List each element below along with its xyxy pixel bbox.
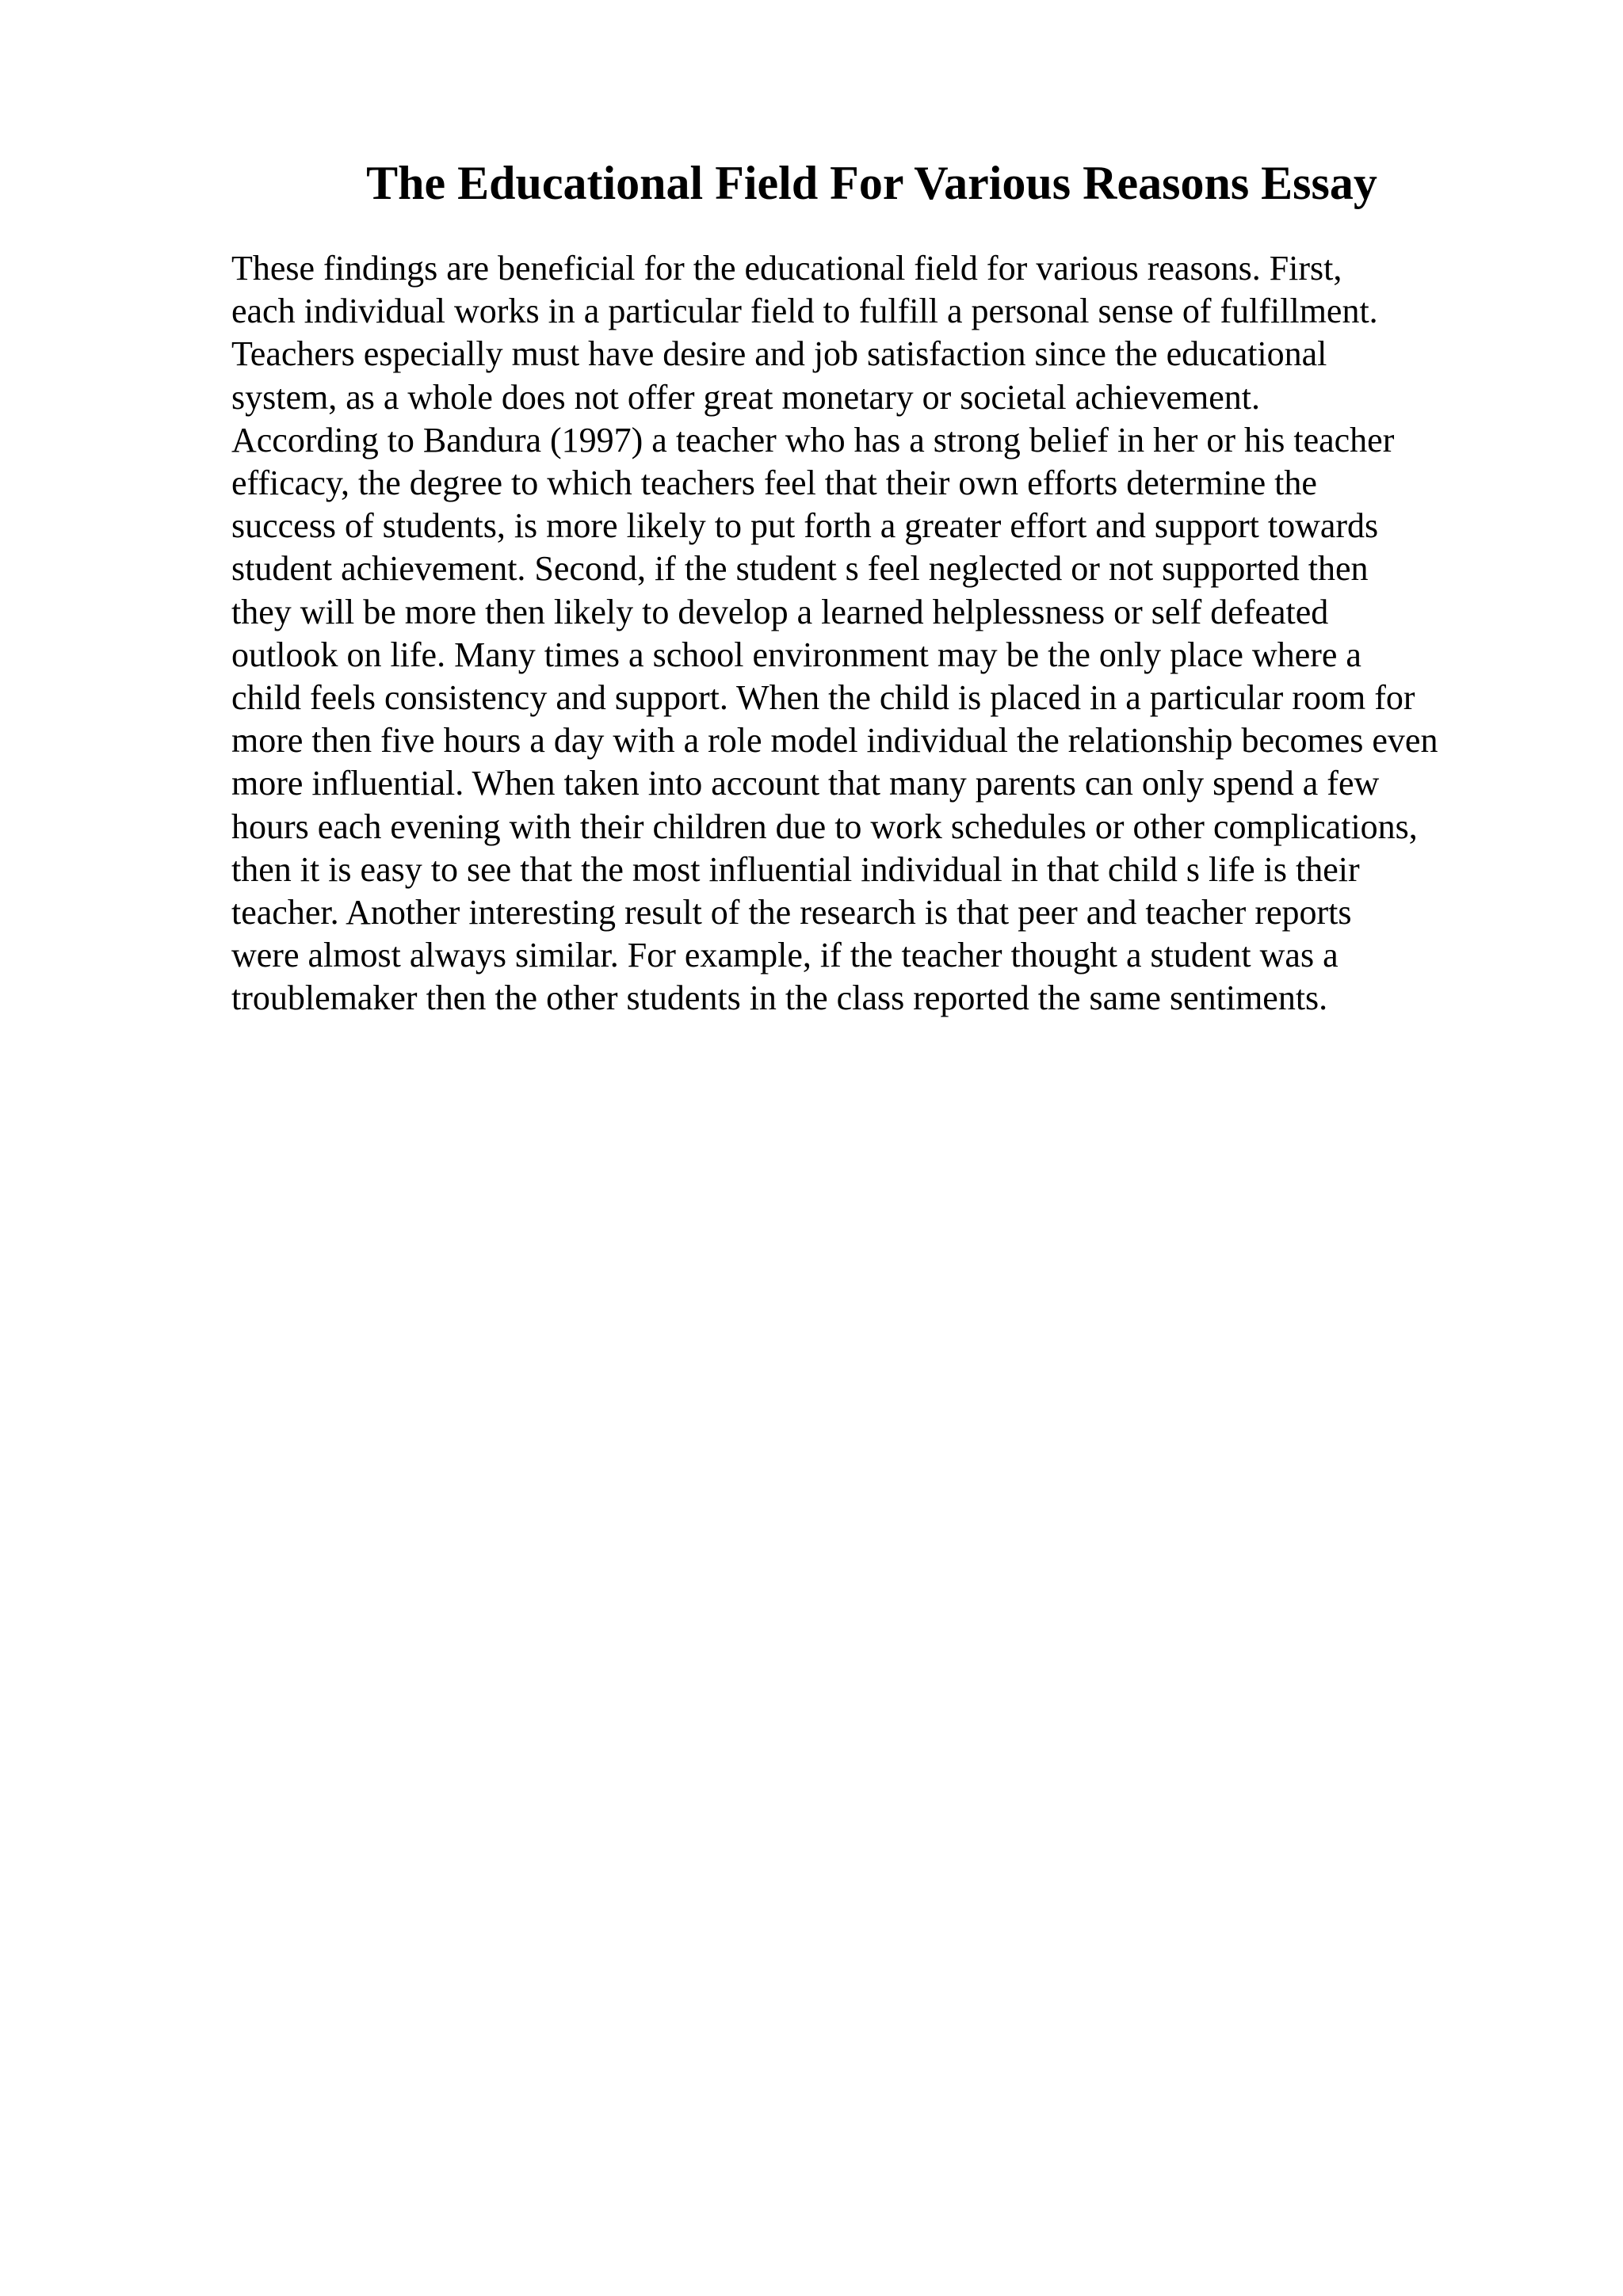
paragraph-line: more then five hours a day with a role model individual the relationship becomes even: [231, 721, 1438, 761]
paragraph-line: then it is easy to see that the most influential individual in that child s life is their: [231, 849, 1360, 889]
paragraph-line: were almost always similar. For example, if the teacher thought a student was a: [231, 936, 1338, 975]
essay-paragraph: [231, 247, 1594, 1020]
paragraph-line: student achievement. Second, if the student s feel neglected or not supported then: [231, 549, 1369, 589]
paragraph-line: troublemaker then the other students in the class reported the same sentiments.: [231, 978, 1328, 1018]
paragraph-line: they will be more then likely to develop a learned helplessness or self defeated: [231, 592, 1329, 631]
paragraph-line: These findings are beneficial for the educational field for various reasons. First,: [231, 249, 1342, 288]
paragraph-line: child feels consistency and support. When the child is placed in a particular room for: [231, 678, 1415, 718]
paragraph-line: efficacy, the degree to which teachers feel that their own efforts determine the: [231, 463, 1317, 503]
paragraph-line: According to Bandura (1997) a teacher who has a strong belief in her or his teacher: [231, 420, 1395, 460]
paragraph-line: more influential. When taken into account that many parents can only spend a few: [231, 764, 1380, 803]
paragraph-line: outlook on life. Many times a school environment may be the only place where a: [231, 635, 1361, 674]
paragraph-line: success of students, is more likely to put forth a greater effort and support towards: [231, 506, 1379, 546]
paragraph-line: each individual works in a particular field to fulfill a personal sense of fulfillment.: [231, 292, 1378, 331]
paragraph-line: teacher. Another interesting result of the research is that peer and teacher reports: [231, 893, 1352, 933]
paragraph-line: hours each evening with their children due to work schedules or other complications,: [231, 807, 1418, 846]
paragraph-line: system, as a whole does not offer great monetary or societal achievement.: [231, 377, 1260, 417]
paragraph-line: Teachers especially must have desire and job satisfaction since the educational: [231, 334, 1327, 374]
document-title: The Educational Field For Various Reasons Essay: [366, 157, 1377, 209]
